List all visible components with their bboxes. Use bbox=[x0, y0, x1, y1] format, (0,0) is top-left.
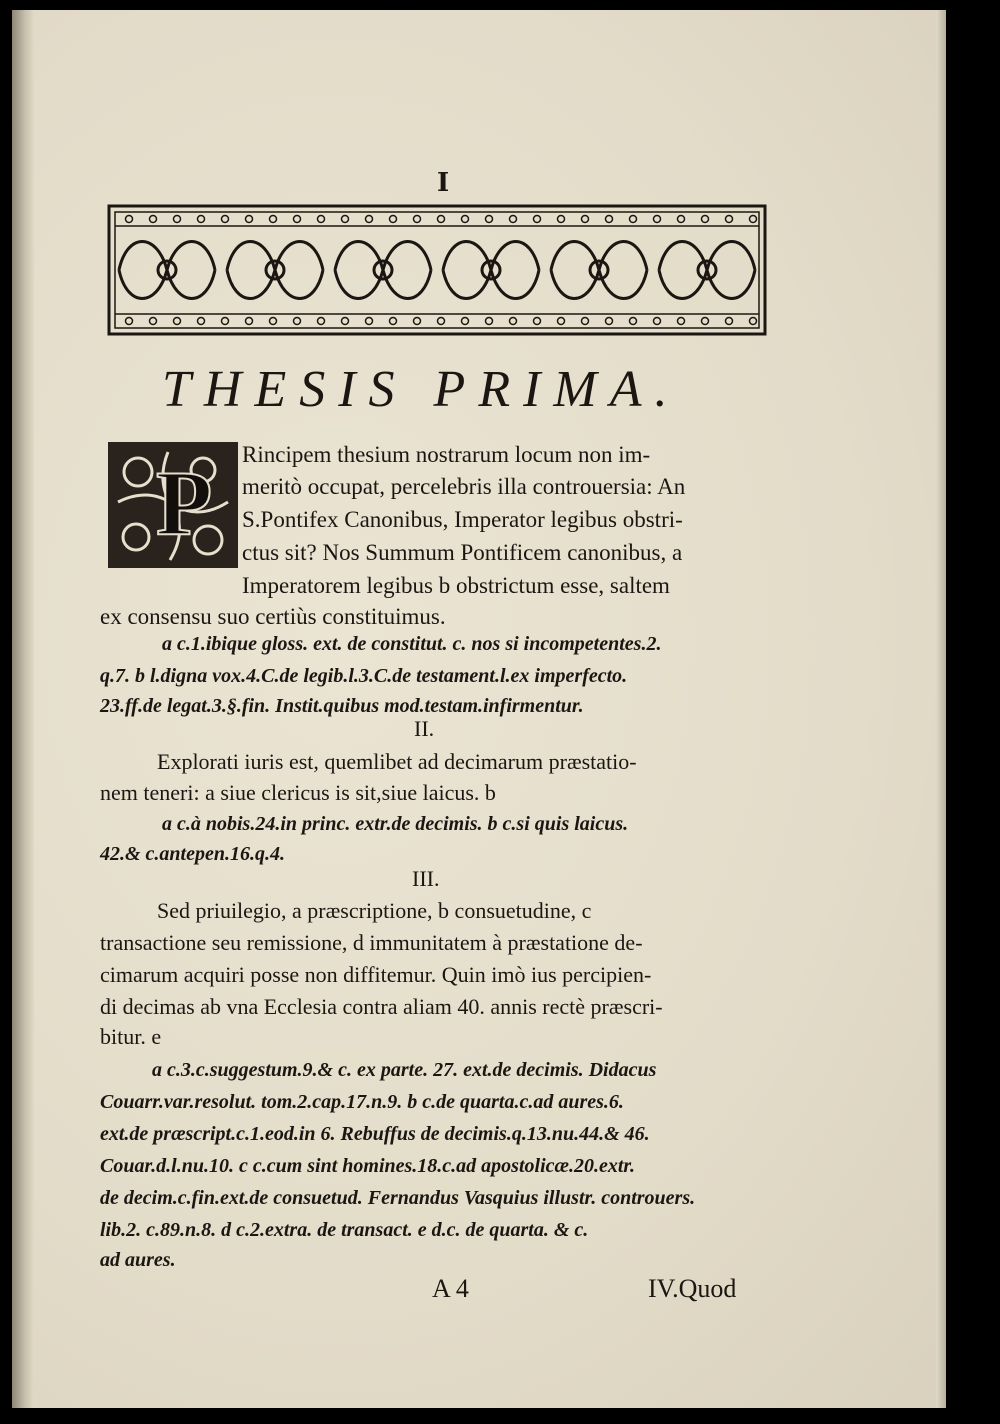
thesis2-line: nem teneri: a siue clericus is sit,siue laicus. b bbox=[100, 780, 496, 805]
page-gutter bbox=[12, 10, 34, 1408]
footnote-line: q.7. b l.digna vox.4.C.de legib.l.3.C.de testament.l.ex imperfecto. bbox=[100, 665, 628, 687]
thesis-numeral: III. bbox=[412, 866, 440, 891]
svg-text:P: P bbox=[156, 452, 213, 554]
footnote-line: Couarr.var.resolut. tom.2.cap.17.n.9. b c.de quarta.c.ad aures.6. bbox=[100, 1091, 624, 1113]
footnote-line: de decim.c.fin.ext.de consuetud. Fernandus Vasquius illustr. controuers. bbox=[100, 1187, 696, 1209]
footnote-line: a c.à nobis.24.in princ. extr.de decimis. b c.si quis laicus. bbox=[162, 813, 629, 835]
thesis3-line: transactione seu remissione, d immunitatem à præstatione de- bbox=[100, 930, 643, 955]
footnote-line: Couar.d.l.nu.10. c c.cum sint homines.18.c.ad apostolicæ.20.extr. bbox=[100, 1155, 636, 1177]
thesis3-line: di decimas ab vna Ecclesia contra aliam 40. annis rectè præscri- bbox=[100, 994, 663, 1019]
thesis3-line: Sed priuilegio, a præscriptione, b consuetudine, c bbox=[157, 898, 592, 923]
thesis1-line: Rincipem thesium nostrarum locum non im- bbox=[242, 442, 651, 467]
page-edge bbox=[936, 10, 946, 1408]
footnote-line: ext.de præscript.c.1.eod.in 6. Rebuffus de decimis.q.13.nu.44.& 46. bbox=[100, 1123, 650, 1145]
thesis1-line: ex consensu suo certiùs constituimus. bbox=[100, 604, 446, 629]
footnote-line: a c.3.c.suggestum.9.& c. ex parte. 27. ext.de decimis. Didacus bbox=[152, 1059, 657, 1081]
page-number: I bbox=[437, 168, 450, 198]
footnote-line: lib.2. c.89.n.8. d c.2.extra. de transact. e d.c. de quarta. & c. bbox=[100, 1219, 589, 1241]
catchword: IV.Quod bbox=[648, 1274, 737, 1303]
footnote-line: ad aures. bbox=[100, 1249, 176, 1271]
footnote-line: a c.1.ibique gloss. ext. de constitut. c. nos si incompetentes.2. bbox=[162, 633, 662, 655]
thesis1-line: meritò occupat, percelebris illa controuersia: An bbox=[242, 474, 686, 499]
thesis2-line: Explorati iuris est, quemlibet ad decimarum præstatio- bbox=[157, 749, 637, 774]
book-page bbox=[12, 10, 946, 1408]
thesis3-line: cimarum acquiri posse non diffitemur. Quin imò ius percipien- bbox=[100, 962, 652, 987]
ornamental-headpiece bbox=[107, 204, 767, 336]
thesis-title: THESIS PRIMA. bbox=[162, 361, 681, 418]
thesis3-line: bitur. e bbox=[100, 1024, 162, 1049]
thesis1-line: S.Pontifex Canonibus, Imperator legibus obstri- bbox=[242, 507, 683, 532]
footnote-line: 23.ff.de legat.3.§.fin. Instit.quibus mod.testam.infirmentur. bbox=[100, 695, 584, 717]
decorated-initial bbox=[108, 442, 238, 568]
signature-mark: A 4 bbox=[432, 1274, 469, 1303]
thesis1-line: ctus sit? Nos Summum Pontificem canonibus, a bbox=[242, 540, 683, 565]
footnote-line: 42.& c.antepen.16.q.4. bbox=[100, 843, 285, 865]
thesis-numeral: II. bbox=[414, 716, 435, 741]
thesis1-line: Imperatorem legibus b obstrictum esse, saltem bbox=[242, 573, 670, 598]
